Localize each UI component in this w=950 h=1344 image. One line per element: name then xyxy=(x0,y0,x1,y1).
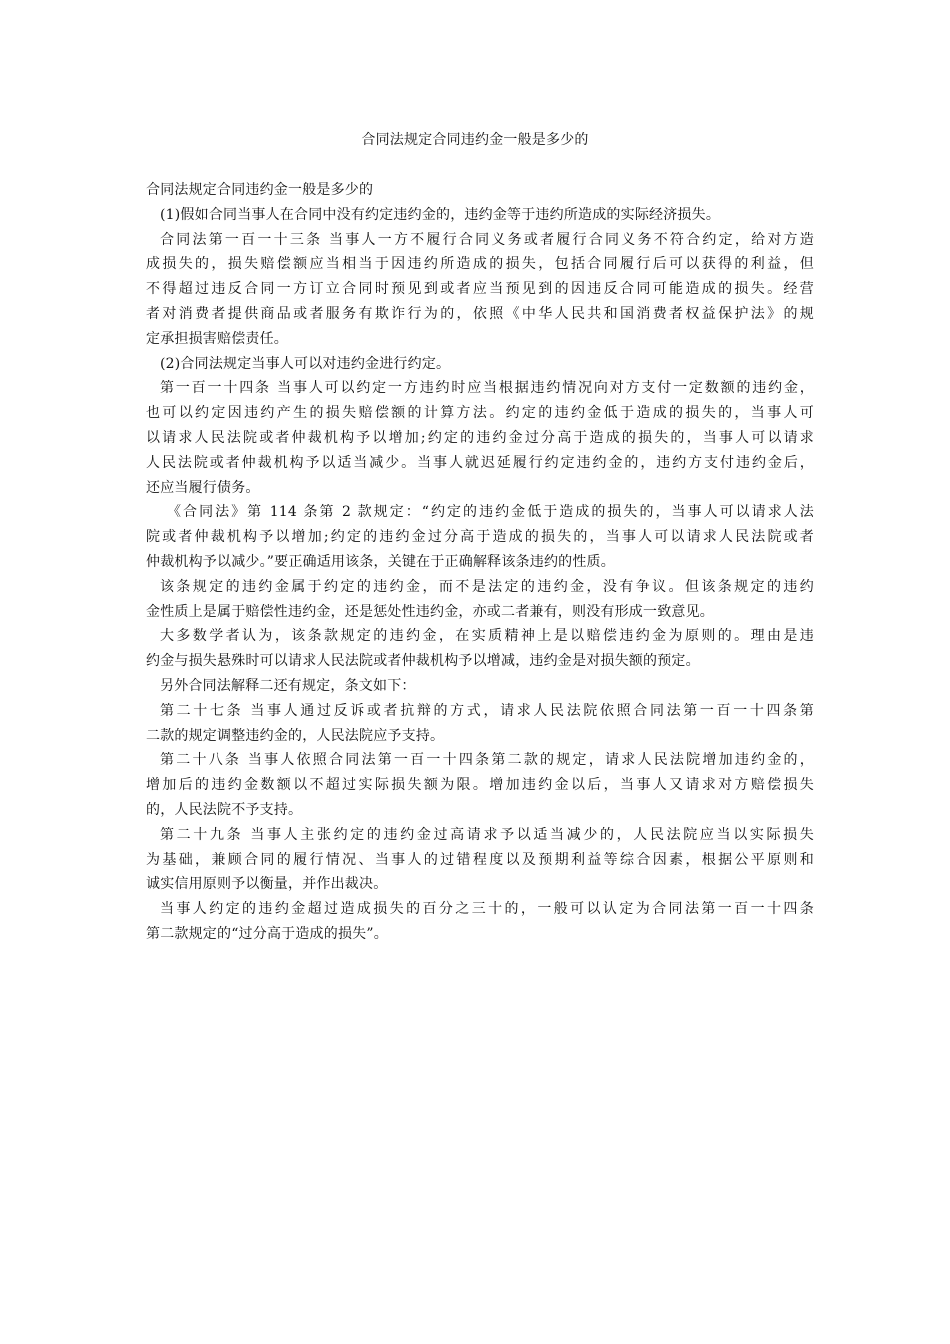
document-body xyxy=(146,178,814,947)
text-line: 成损失的，损失赔偿额应当相当于因违约所造成的损失，包括合同履行后可以获得的利益，但 xyxy=(146,256,814,273)
text-line: 人民法院或者仲裁机构予以适当减少。当事人就迟延履行约定违约金的，违约方支付违约金后， xyxy=(146,454,814,471)
text-line: 第二十七条 当事人通过反诉或者抗辩的方式，请求人民法院依照合同法第一百一十四条第 xyxy=(160,702,814,719)
text-line: 大多数学者认为，该条款规定的违约金，在实质精神上是以赔偿违约金为原则的。理由是违 xyxy=(160,628,814,645)
text-line: 还应当履行债务。 xyxy=(146,479,260,496)
text-line: 第二款规定的“过分高于造成的损失”。 xyxy=(146,925,388,942)
text-line: 不得超过违反合同一方订立合同时预见到或者应当预见到的因违反合同可能造成的损失。经营 xyxy=(146,281,814,298)
text-line: 为基础，兼顾合同的履行情况、当事人的过错程度以及预期利益等综合因素，根据公平原则和 xyxy=(146,851,814,868)
text-line: 第二十九条 当事人主张约定的违约金过高请求予以适当减少的，人民法院应当以实际损失 xyxy=(160,826,814,843)
text-line: 另外合同法解释二还有规定，条文如下： xyxy=(160,677,416,694)
text-line: 诚实信用原则予以衡量，并作出裁决。 xyxy=(146,876,388,893)
text-line: 二款的规定调整违约金的，人民法院应予支持。 xyxy=(146,727,445,744)
text-line: 仲裁机构予以减少。”要正确适用该条，关键在于正确解释该条违约的性质。 xyxy=(146,553,615,570)
text-line: (2)合同法规定当事人可以对违约金进行约定。 xyxy=(160,355,451,372)
text-line: 合同法第一百一十三条 当事人一方不履行合同义务或者履行合同义务不符合约定，给对方造 xyxy=(160,231,814,248)
text-line: 该条规定的违约金属于约定的违约金，而不是法定的违约金，没有争议。但该条规定的违约 xyxy=(160,578,814,595)
text-line: 增加后的违约金数额以不超过实际损失额为限。增加违约金以后，当事人又请求对方赔偿损失 xyxy=(146,777,814,794)
text-line: 也可以约定因违约产生的损失赔偿额的计算方法。约定的违约金低于造成的损失的，当事人可 xyxy=(146,405,814,422)
text-line: 约金与损失悬殊时可以请求人民法院或者仲裁机构予以增减，违约金是对损失额的预定。 xyxy=(146,653,700,670)
text-line: 第一百一十四条 当事人可以约定一方违约时应当根据违约情况向对方支付一定数额的违约金， xyxy=(160,380,814,397)
text-line: 合同法规定合同违约金一般是多少的 xyxy=(146,182,374,198)
text-line: 金性质上是属于赔偿性违约金，还是惩处性违约金，亦或二者兼有，则没有形成一致意见。 xyxy=(146,603,714,620)
text-line: 以请求人民法院或者仲裁机构予以增加;约定的违约金过分高于造成的损失的，当事人可以请求 xyxy=(146,429,814,446)
document-title: 合同法规定合同违约金一般是多少的 xyxy=(361,132,589,148)
text-line: 定承担损害赔偿责任。 xyxy=(146,330,288,347)
text-line: 的，人民法院不予支持。 xyxy=(146,801,303,818)
text-line: 《合同法》第 114 条第 2 款规定：“约定的违约金低于造成的损失的，当事人可以请求人法 xyxy=(167,504,814,521)
text-line: (1)假如合同当事人在合同中没有约定违约金的，违约金等于违约所造成的实际经济损失。 xyxy=(160,206,721,223)
text-line: 院或者仲裁机构予以增加;约定的违约金过分高于造成的损失的，当事人可以请求人民法院或者 xyxy=(146,529,814,546)
text-line: 当事人约定的违约金超过造成损失的百分之三十的，一般可以认定为合同法第一百一十四条 xyxy=(160,901,814,918)
text-line: 第二十八条 当事人依照合同法第一百一十四条第二款的规定，请求人民法院增加违约金的， xyxy=(160,752,814,769)
text-line: 者对消费者提供商品或者服务有欺诈行为的，依照《中华人民共和国消费者权益保护法》的规 xyxy=(146,305,814,322)
